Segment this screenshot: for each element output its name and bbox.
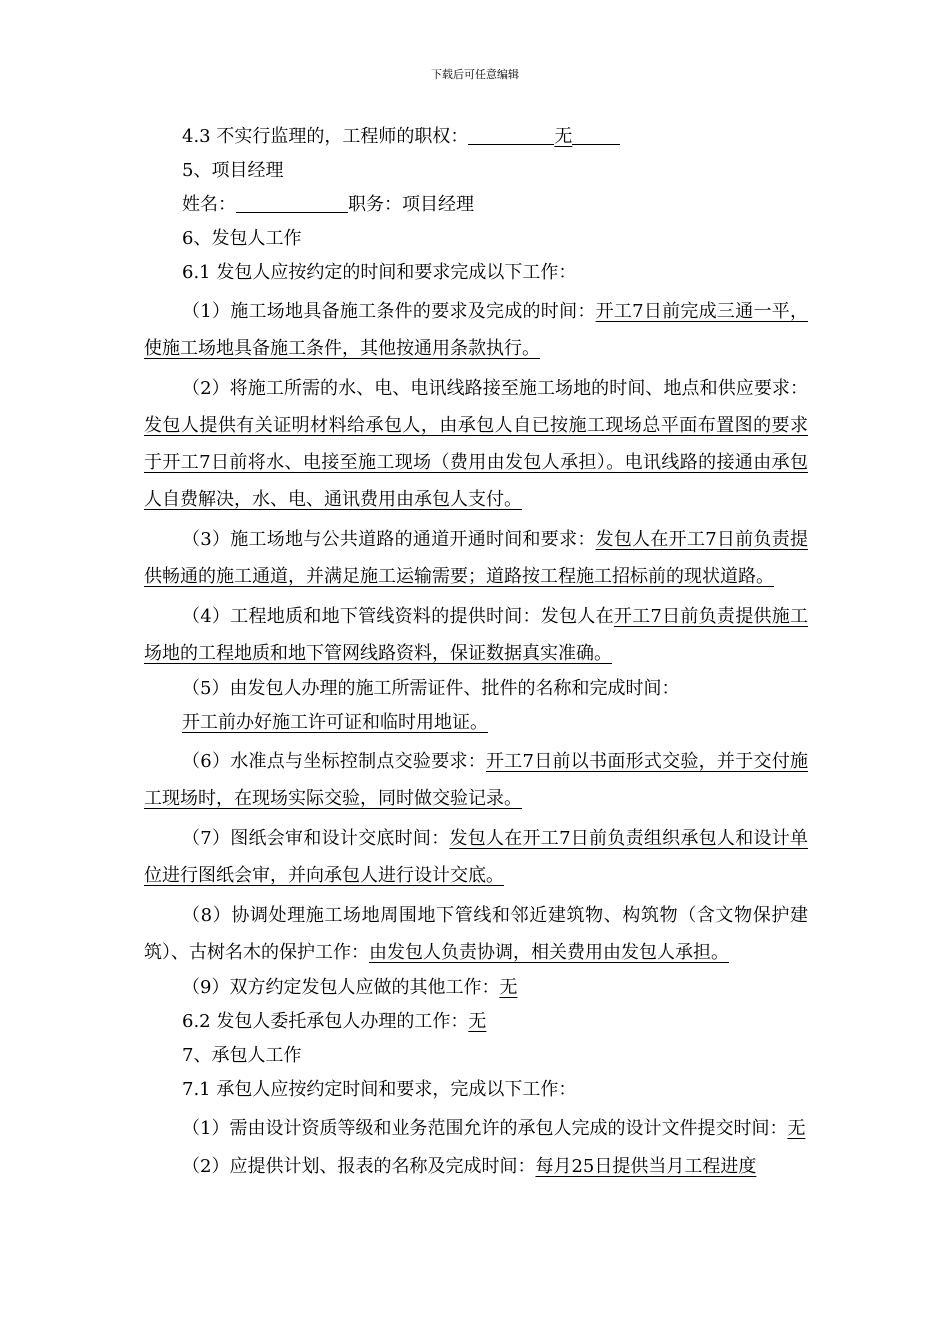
document-body [144, 120, 808, 1184]
clause-4-3-label: 4.3 不实行监理的，工程师的职权： [182, 126, 469, 147]
section-6-heading: 6、发包人工作 [182, 228, 302, 249]
item-9-label: （9）双方约定发包人应做的其他工作： [182, 977, 500, 998]
section-7-heading: 7、承包人工作 [182, 1045, 302, 1066]
item-2 [144, 370, 808, 518]
item-1-label: （1）施工场地具备施工条件的要求及完成的时间： [182, 301, 596, 322]
duty-label: 职务： [348, 194, 402, 215]
item-4-label: （4）工程地质和地下管线资料的提供时间：发包人在 [182, 606, 614, 627]
item-9 [144, 971, 808, 1005]
contractor-item-2 [144, 1150, 808, 1184]
contractor-item-2-value: 每月25日提供当月工程进度 [535, 1156, 757, 1177]
contractor-item-1-label: （1）需由设计资质等级和业务范围允许的承包人完成的设计文件提交时间： [182, 1118, 788, 1139]
item-5-value-line [144, 706, 808, 740]
item-5-label: （5）由发包人办理的施工所需证件、批件的名称和完成时间： [182, 678, 680, 699]
contractor-item-1-value: 无 [787, 1118, 806, 1139]
clause-7-1: 7.1 承包人应按约定时间和要求，完成以下工作： [182, 1079, 577, 1100]
clause-6-2 [144, 1005, 808, 1039]
clause-6-1: 6.1 发包人应按约定的时间和要求完成以下工作： [182, 262, 577, 283]
item-5-value: 开工前办好施工许可证和临时用地证。 [182, 712, 488, 733]
item-4 [144, 598, 808, 672]
item-7-value: 发包人在开工7日前负责组织承包人和设计单位进行图纸会审，并向承包人进行设计交底。 [144, 828, 809, 886]
item-1 [144, 293, 808, 367]
item-2-label: （2）将施工所需的水、电、电讯线路接至施工场地的时间、地点和供应要求： [182, 378, 808, 399]
clause-4-3 [144, 120, 808, 154]
item-1-value: 开工7日前完成三通一平，使施工场地具备施工条件，其他按通用条款执行。 [144, 301, 809, 359]
name-label: 姓名： [182, 194, 236, 215]
item-8 [144, 897, 808, 971]
contractor-item-1 [144, 1110, 808, 1147]
item-2-value: 发包人提供有关证明材料给承包人，由承包人自已按施工现场总平面布置图的要求于开工7日前将水、电接至施工现场（费用由发包人承担）。电讯线路的接通由承包人自费解决，水、电、通讯费用由承包人支付。 [144, 415, 808, 510]
item-7 [144, 820, 808, 894]
item-7-label: （7）图纸会审和设计交底时间： [182, 828, 450, 849]
blank-line [468, 124, 554, 145]
item-6-value: 开工7日前以书面形式交验，并于交付施工现场时，在现场实际交验，同时做交验记录。 [144, 751, 808, 809]
item-8-label: （8）协调处理施工场地周围地下管线和邻近建筑物、构筑物（含文物保护建筑）、古树名木的保护工作： [144, 905, 808, 963]
item-9-value: 无 [499, 977, 518, 998]
item-3 [144, 521, 808, 595]
item-3-label: （3）施工场地与公共道路的通道开通时间和要求： [182, 529, 596, 550]
clause-4-3-value: 无 [554, 126, 573, 147]
item-4-value: 开工7日前负责提供施工场地的工程地质和地下管网线路资料，保证数据真实准确。 [144, 606, 809, 664]
item-6-label: （6）水准点与坐标控制点交验要求： [182, 751, 486, 772]
contractor-item-2-label: （2）应提供计划、报表的名称及完成时间： [182, 1156, 536, 1177]
name-blank [236, 192, 348, 213]
duty-value: 项目经理 [402, 194, 474, 215]
item-6 [144, 743, 808, 817]
clause-6-2-value: 无 [468, 1011, 487, 1032]
blank-line [572, 124, 620, 145]
section-5-heading: 5、项目经理 [182, 160, 284, 181]
item-3-value: 发包人在开工7日前负责提供畅通的施工通道，并满足施工运输需要；道路按工程施工招标前的现状道路。 [144, 529, 809, 587]
page-header: 下载后可任意编辑 [431, 68, 519, 81]
project-manager-line [144, 188, 808, 222]
clause-6-2-label: 6.2 发包人委托承包人办理的工作： [182, 1011, 469, 1032]
item-8-value: 由发包人负责协调，相关费用由发包人承担。 [369, 942, 729, 963]
